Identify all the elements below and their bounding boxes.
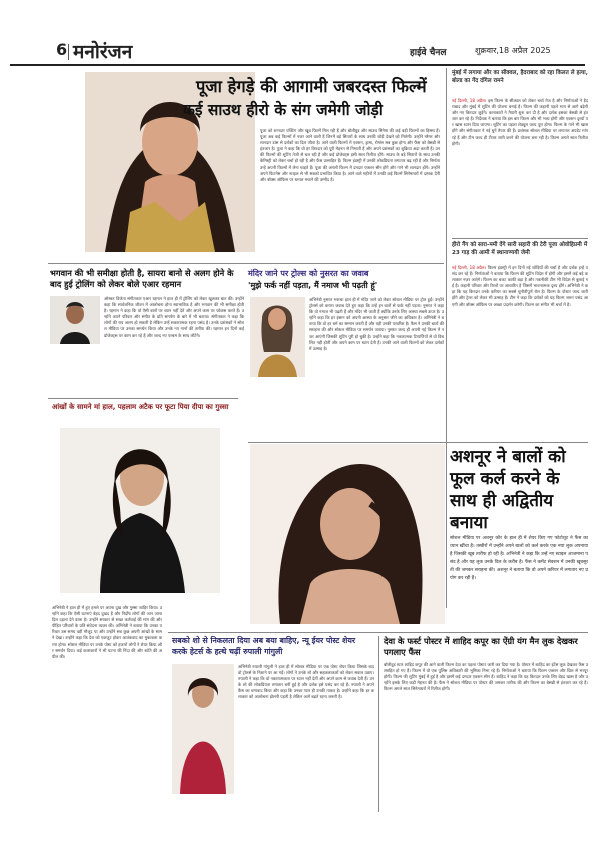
deva-body: बॉलीवुड स्टार शाहिद कपूर की आने वाली फिल्म देवा का पहला पोस्टर जारी कर दिया गया है। पोस्टर में शाहिद का इंटेंस लुक देखकर फैंस उत्साहित हो गए हैं। फिल्म में वो एक पुलिस अधिकारी की भूमिका निभा रहे हैं। निर्माताओं ने बताया कि फिल्म एक्शन और थ्रिल से भरपूर होगी। फिल्म की शूटिंग मुंबई में हुई है और इसमें कई दमदार एक्शन सीन हैं। शाहिद ने कहा कि यह किरदार उनके लिए बेहद खास है और उन्होंने इसके लिए कड़ी मेहनत की है। फैंस ने सोशल मीडिया पर पोस्टर की जमकर तारीफ की और फिल्म का बेसब्री से इंतजार कर रहे हैं। फिल्म अगले साल सिनेमाघरों में रिलीज होगी। [384, 662, 588, 692]
right-mid-headline: हीरो गैंग को सारा-ममी देंगे सारी सहारी की टेरी पूजा ओवोहिप्रमी में 23 गाड़ की आमी में स्थानाण्ययी जेमी [452, 242, 588, 256]
section-title: मनोरंजन [73, 41, 133, 63]
right-top-rule [452, 238, 588, 239]
rupali-headline: सबको शो से निकलता दिया अब बया बाहिए, न्यू ईयर पोस्ट शेयर करके हेटर्स के हत्थे चढ़ीं रुपाली गांगुली [172, 636, 356, 656]
header-divider [68, 44, 69, 60]
rupali-body: अभिनेत्री रुपाली गांगुली ने हाल ही में सोशल मीडिया पर एक पोस्ट शेयर किया जिसके बाद वो ट्रोलर्स के निशाने पर आ गईं। लोगों ने उनके शो और सहकलाकारों को लेकर सवाल उठाए। रुपाली ने कहा कि वो नकारात्मकता पर ध्यान नहीं देतीं और अपने काम से जवाब देती हैं। उनके शो की लोकप्रियता लगातार बनी हुई है और दर्शक इसे पसंद कर रहे हैं। रुपाली ने अपने फैंस का धन्यवाद किया और कहा कि उनका प्यार ही उनकी ताकत है। उन्होंने कहा कि हर कलाकार को आलोचना झेलनी पड़ती है लेकिन आगे बढ़ते रहना जरूरी है। [238, 664, 374, 700]
nushrratt-photo [250, 297, 305, 377]
publication-name: हाईवे चैनल [410, 48, 447, 58]
right-mid-dateline: नई दिल्ली, 18 अप्रैल। [452, 265, 487, 270]
deva-rule [378, 636, 379, 812]
left-story-rule [48, 398, 238, 399]
column-rule-right [446, 68, 447, 608]
aankhon-photo [60, 428, 220, 593]
bottom-mid-rule [168, 632, 588, 633]
deva-headline: देवा के फर्स्ट पोस्टर में शाहिद कपूर का ऐंग्री यंग मैन लुक देखकर पगलाए फैंस [384, 636, 578, 657]
rahman-body: ऑस्कर विजेता संगीतकार एआर रहमान ने हाल ही में ट्रोलिंग को लेकर खुलकर बात की। उन्होंने कहा कि सार्वजनिक जीवन में आलोचना होना स्वाभाविक है और भगवान की भी समीक्षा होती है। रहमान ने कहा कि वो ऐसी बातों पर ध्यान नहीं देते और अपने काम पर फोकस करते हैं। उन्होंने अपने परिवार और संगीत के प्रति समर्पण के बारे में भी बताया। संगीतकार ने कहा कि लोगों की राय अलग हो सकती है लेकिन उन्हें सकारात्मक रहना पसंद है। उनके प्रशंसकों ने सोशल मीडिया पर उनका समर्थन किया और उनके नए गानों की तारीफ की। रहमान इन दिनों कई प्रोजेक्ट्स पर काम कर रहे हैं और जल्द नए एल्बम के साथ लौटेंगे। [104, 296, 244, 338]
rahman-photo [50, 296, 100, 344]
right-top-headline: मुंबई में लगाया और का सीक्वल, हैदराबाद को रहा किलत ले हत्या, बोल्ड का गेंद दंगिल रामने [452, 70, 588, 84]
rupali-photo [172, 664, 234, 794]
nushrratt-headline-line2: 'मुझे फर्क नहीं पड़ता, मैं नमाज भी पढ़ती हूं' [248, 281, 378, 290]
right-top-text: इस फिल्म के सीक्वल को लेकर चर्चा तेज है और निर्माताओं ने हैदराबाद और मुंबई में शूटिंग की योजना बनाई है। फिल्म की कहानी पहले भाग से आगे बढ़ेगी और नए किरदार जुड़ेंगे। कलाकारों ने तैयारी शुरू कर दी है और दर्शक इसका बेसब्री से इंतजार कर रहे हैं। निर्देशक ने बताया कि इस बार फिल्म और भी भव्य होगी और एक्शन दृश्यों पर खास ध्यान दिया जाएगा। शूटिंग का पहला शेड्यूल जल्द पूरा होगा। फिल्म के गाने भी खास होंगे और संगीतकार ने नई धुनें तैयार की हैं। प्रशंसक सोशल मीडिया पर लगातार अपडेट मांग रहे हैं और टीम जल्द ही टीजर जारी करने की योजना बना रही है। फिल्म अगले साल रिलीज होगी। [452, 98, 588, 146]
ashnoor-body: सोशल मीडिया पर अशनूर कौर के हाल ही में शेयर किए गए फोटोशूट ने फैंस का ध्यान खींचा है। तस्वीरों में उन्होंने अपने बालों को कर्ल करके एक नया लुक अपनाया है जिसकी खूब तारीफ हो रही है। अभिनेत्री ने कहा कि उन्हें नए स्टाइल आजमाना पसंद है और यह लुक उनके दिल के करीब है। फैंस ने कमेंट सेक्शन में उनकी खूबसूरती की जमकर सराहना की। अशनूर ने बताया कि वो अपने करियर में लगातार नए प्रयोग कर रही हैं। [450, 536, 588, 581]
lead-headline-line2: कई साउथ हीरो के संग जमेगी जोड़ी [183, 101, 383, 119]
lead-bottom-rule [48, 263, 444, 264]
ashnoor-rule [248, 442, 588, 443]
right-mid-text: फिल्म इंडस्ट्री में इन दिनों नई जोड़ियों की चर्चा है और दर्शक इन्हें पसंद कर रहे हैं। निर्माताओं ने बताया कि फिल्म की शूटिंग विदेश में होगी और इसमें कई बड़े कलाकार नज़र आएंगे। फिल्म का बजट काफी बड़ा है और तकनीकी टीम भी विदेश से बुलाई गई है। कहानी परिवार और रिश्तों पर आधारित है जिसमें भावनात्मक दृश्य होंगे। अभिनेत्री ने कहा कि यह किरदार उनके करियर का सबसे चुनौतीपूर्ण रोल है। फिल्म के पोस्टर जल्द जारी होंगे और ट्रेलर को लेकर भी उत्साह है। टीम ने कहा कि दर्शकों को यह फिल्म जरूर पसंद आएगी और बॉक्स ऑफिस पर अच्छा प्रदर्शन करेगी। फिल्म का संगीत भी चर्चा में है। [452, 265, 588, 307]
aankhon-headline: आंखों के सामने मां हाल, पहलाम अटैक पर फूटा पिया दीपा का गुस्सा [52, 403, 229, 411]
issue-date: शुक्रवार,18 अप्रैल 2025 [475, 46, 551, 55]
right-mid-body [452, 265, 588, 347]
right-top-body [452, 98, 588, 233]
rahman-headline: भगवान की भी समीक्षा होती है, सायरा बानो से अलग होने के बाद हुई ट्रोलिंग को लेकर बोले एआर रहमान [50, 268, 234, 289]
lead-headline-line1: पूजा हेगड़े की आगामी जबरदस्त फिल्में [196, 77, 427, 96]
aankhon-body: अभिनेत्री ने हाल ही में हुए हमले पर अपना दुख और गुस्सा जाहिर किया। उन्होंने कहा कि ऐसी घटनाएं बेहद दुखद हैं और निर्दोष लोगों की जान जाना दिल दहला देने वाला है। उन्होंने सरकार से सख्त कार्रवाई की मांग की और पीड़ित परिवारों के प्रति संवेदना व्यक्त की। अभिनेत्री ने बताया कि उनका परिवार उस समय वहीं मौजूद था और उन्होंने सब कुछ अपनी आंखों के सामने देखा। उन्होंने कहा कि देश को एकजुट होकर आतंकवाद का मुकाबला करना होगा। सोशल मीडिया पर उनके पोस्ट को हजारों लोगों ने शेयर किया और समर्थन दिया। कई कलाकारों ने भी घटना की निंदा की और शांति की अपील की। [52, 605, 162, 659]
page-number: 6 [56, 40, 68, 59]
right-top-dateline: नई दिल्ली, 18 अप्रैल। [452, 98, 487, 103]
lead-body: पूजा को शानदार एक्टिंग और खूब फिल्में मिल रही हैं और बॉलीवुड और साउथ सिनेमा की कई बड़ी फिल्मों का हिस्सा हैं। पूजा अब कई फिल्मों में नज़र आने वाली हैं जिनमें बड़े सितारों के साथ उनकी जोड़ी देखने को मिलेगी। उन्होंने ग्लैमर और शानदार डांस से दर्शकों का दिल जीता है। आने वाली फिल्मों में एक्शन, ड्रामा, रोमांस सब कुछ होगा और फैंस को बेसब्री से इंतजार है। पूजा ने कहा कि वो हर किरदार को पूरी मेहनत से निभाती हैं और अपने प्रशंसकों का शुक्रिया अदा करती हैं। उनकी फिल्मों की शूटिंग तेजी से चल रही है और कई प्रोजेक्ट्स इसी साल रिलीज होंगे। साउथ के बड़े सितारों के साथ उनकी केमिस्ट्री को लेकर चर्चा हो रही है और फैंस उत्साहित हैं। फिल्म इंडस्ट्री में उनकी लोकप्रियता लगातार बढ़ रही है और निर्माता उन्हें अपनी फिल्मों में लेना चाहते हैं। पूजा की अगली फिल्म में दमदार एक्शन सीन होंगे और गाने भी शानदार होंगे। उन्होंने अपने फिटनेस और स्टाइल से भी सबको प्रभावित किया है। आने वाले महीनों में उनकी कई फिल्में सिनेमाघरों में दस्तक देंगी और बॉक्स ऑफिस पर धमाल मचाने की उम्मीद है। [260, 128, 440, 182]
ashnoor-headline: अशनूर ने बालों को फूल कर्ल करने के साथ ही अद्वितीय बनाया [450, 447, 566, 533]
nushrratt-headline-line1: मंदिर जाने पर ट्रोल्स को नुसरत का जवाब [248, 269, 369, 278]
ashnoor-photo [250, 444, 445, 624]
nushrratt-body: अभिनेत्री नुसरत भरूचा हाल ही में मंदिर जाने को लेकर सोशल मीडिया पर ट्रोल हुईं। उन्होंने ट्रोलर्स को करारा जवाब देते हुए कहा कि उन्हें इन बातों से फर्क नहीं पड़ता। नुसरत ने कहा कि वो नमाज भी पढ़ती हैं और मंदिर भी जाती हैं क्योंकि उनके लिए आस्था सबसे ऊपर है। उन्होंने कहा कि हर इंसान को अपनी आस्था के अनुसार जीने का अधिकार है। अभिनेत्री ने बताया कि वो हर धर्म का सम्मान करती हैं और यही उनकी परवरिश है। फैंस ने उनकी बातों की सराहना की और सोशल मीडिया पर समर्थन जताया। नुसरत जल्द ही अपनी नई फिल्म में नज़र आएंगी जिसकी शूटिंग पूरी हो चुकी है। उन्होंने कहा कि नकारात्मक टिप्पणियों से वो विचलित नहीं होतीं और अपने काम पर ध्यान देती हैं। उनकी आने वाली फिल्मों को लेकर दर्शकों में उत्साह है। [309, 297, 444, 351]
header-rule [10, 64, 585, 66]
